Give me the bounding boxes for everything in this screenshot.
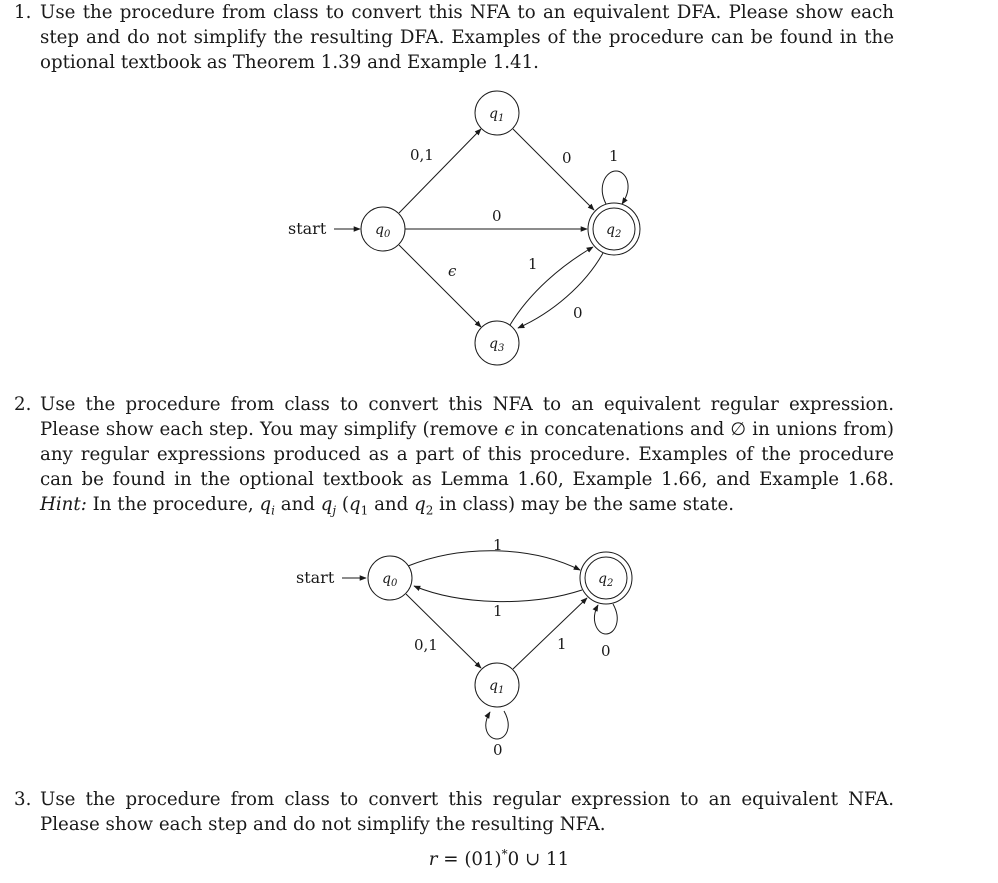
problem-3-number: 3. bbox=[14, 789, 32, 810]
regex-formula: r = (01)*0 ∪ 11 bbox=[428, 847, 570, 871]
nfa1-q0-label: $q_0$ bbox=[375, 222, 391, 240]
nfa1-edge-q0-q1-label: 0,1 bbox=[410, 146, 434, 164]
nfa1-q2-label: $q_2$ bbox=[606, 222, 622, 240]
nfa2-loop-q1-label: 0 bbox=[493, 741, 503, 759]
nfa2-start-label: start bbox=[296, 568, 335, 587]
nfa2-edge-q1-q2 bbox=[513, 598, 587, 669]
nfa2-loop-q1 bbox=[486, 711, 508, 739]
problem-3 bbox=[14, 787, 894, 837]
nfa1-loop-q2-label: 1 bbox=[609, 147, 619, 165]
nfa1-start-label: start bbox=[288, 219, 327, 238]
nfa1-edge-q3-q2-label: 1 bbox=[528, 255, 538, 273]
nfa2-edge-q1-q2-label: 1 bbox=[557, 635, 567, 653]
nfa2-loop-q2-label: 0 bbox=[601, 642, 611, 660]
nfa1-diagram bbox=[0, 0, 998, 380]
problem-2-number: 2. bbox=[14, 394, 32, 415]
nfa2-edge-q0-q1-label: 0,1 bbox=[414, 636, 438, 654]
nfa1-edge-q1-q2-label: 0 bbox=[562, 149, 572, 167]
nfa2-loop-q2 bbox=[594, 604, 617, 634]
nfa1-loop-q2 bbox=[602, 171, 628, 204]
nfa2-edge-q2-q0 bbox=[414, 586, 582, 602]
nfa1-edge-q1-q2 bbox=[513, 129, 594, 210]
nfa1-edge-q0-q2-label: 0 bbox=[492, 207, 502, 225]
problem-2-text: Use the procedure from class to convert this NFA to an equivalent regular expression. Please show each step. You may simplify (remove ϵ in concatenations and ∅ in unions from) any regular expressions produced as a part of this procedure. Examples of the procedure can be found in the optional textbook as Lemma 1.60, Example 1.66, and Example 1.68. Hint: In the procedure, $q_i$ and $q_j$ ($q_1$ and $q_2$ in class) may be the same state. bbox=[40, 394, 894, 518]
problem-2 bbox=[14, 392, 894, 524]
nfa1-edge-q0-q3 bbox=[399, 245, 481, 327]
nfa2-edge-q0-q1 bbox=[406, 594, 481, 668]
problem-1-number: 1. bbox=[14, 2, 32, 23]
nfa2-q2-label: $q_2$ bbox=[598, 571, 614, 589]
problem-1-text: Use the procedure from class to convert this NFA to an equivalent DFA. Please show each step and do not simplify the resulting DFA. Examples of the procedure can be found in the optional textbook as Theorem 1.39 and Example 1.41. bbox=[40, 2, 894, 73]
nfa1-edge-q0-q1 bbox=[399, 129, 481, 213]
nfa2-diagram bbox=[0, 520, 998, 770]
nfa1-edge-q2-q3-label: 0 bbox=[573, 304, 583, 322]
nfa1-q1-label: $q_1$ bbox=[489, 106, 505, 124]
nfa2-edge-q0-q2-label: 1 bbox=[493, 536, 503, 554]
problem-3-text: Use the procedure from class to convert this regular expression to an equivalent NFA. Please show each step and do not simplify the resulting NFA. bbox=[40, 789, 894, 835]
nfa1-q3-label: $q_3$ bbox=[489, 336, 505, 354]
nfa2-q0-label: $q_0$ bbox=[382, 571, 398, 589]
hint-label: Hint: bbox=[40, 494, 87, 515]
nfa2-edge-q2-q0-label: 1 bbox=[493, 602, 503, 620]
nfa1-edge-q0-q3-label: ϵ bbox=[448, 262, 457, 280]
nfa2-q1-label: $q_1$ bbox=[489, 678, 505, 696]
